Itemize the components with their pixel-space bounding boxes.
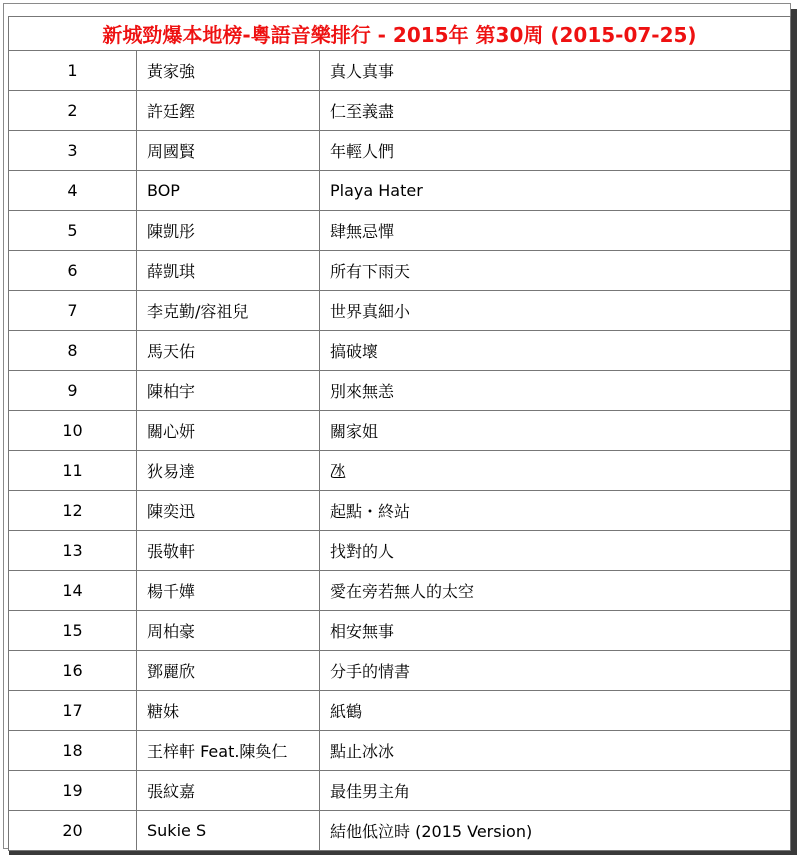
table-row bbox=[9, 811, 791, 851]
rank-cell: 14 bbox=[9, 571, 137, 611]
table-row bbox=[9, 691, 791, 731]
rank-cell: 12 bbox=[9, 491, 137, 531]
artist-cell: 馬天佑 bbox=[137, 331, 320, 371]
artist-cell: 陳奕迅 bbox=[137, 491, 320, 531]
song-cell: 搞破壞 bbox=[320, 331, 791, 371]
table-row bbox=[9, 131, 791, 171]
artist-cell: Sukie S bbox=[137, 811, 320, 851]
rank-cell: 1 bbox=[9, 51, 137, 91]
song-cell: 起點・終站 bbox=[320, 491, 791, 531]
artist-cell: 張敬軒 bbox=[137, 531, 320, 571]
rank-cell: 17 bbox=[9, 691, 137, 731]
rank-cell: 15 bbox=[9, 611, 137, 651]
table-row bbox=[9, 91, 791, 131]
rank-cell: 3 bbox=[9, 131, 137, 171]
song-cell: 結他低泣時 (2015 Version) bbox=[320, 811, 791, 851]
rank-cell: 18 bbox=[9, 731, 137, 771]
song-cell: 真人真事 bbox=[320, 51, 791, 91]
rank-cell: 13 bbox=[9, 531, 137, 571]
table-row bbox=[9, 171, 791, 211]
table-row bbox=[9, 571, 791, 611]
artist-cell: 狄易達 bbox=[137, 451, 320, 491]
song-cell: Playa Hater bbox=[320, 171, 791, 211]
artist-cell: 王梓軒 Feat.陳奐仁 bbox=[137, 731, 320, 771]
artist-cell: BOP bbox=[137, 171, 320, 211]
chart-rows bbox=[9, 51, 791, 851]
table-row bbox=[9, 451, 791, 491]
song-cell: 相安無事 bbox=[320, 611, 791, 651]
artist-cell: 薛凱琪 bbox=[137, 251, 320, 291]
song-cell: 找對的人 bbox=[320, 531, 791, 571]
rank-cell: 8 bbox=[9, 331, 137, 371]
rank-cell: 2 bbox=[9, 91, 137, 131]
table-row bbox=[9, 211, 791, 251]
chart-table bbox=[8, 16, 791, 851]
table-row bbox=[9, 51, 791, 91]
rank-cell: 11 bbox=[9, 451, 137, 491]
song-cell: 肆無忌憚 bbox=[320, 211, 791, 251]
rank-cell: 20 bbox=[9, 811, 137, 851]
table-row bbox=[9, 411, 791, 451]
artist-cell: 糖妹 bbox=[137, 691, 320, 731]
chart-title: 新城勁爆本地榜-粵語音樂排行 - 2015年 第30周 (2015-07-25) bbox=[9, 17, 791, 51]
table-row bbox=[9, 331, 791, 371]
artist-cell: 許廷鏗 bbox=[137, 91, 320, 131]
song-cell: 別來無恙 bbox=[320, 371, 791, 411]
rank-cell: 4 bbox=[9, 171, 137, 211]
artist-cell: 周國賢 bbox=[137, 131, 320, 171]
artist-cell: 楊千嬅 bbox=[137, 571, 320, 611]
song-cell: 年輕人們 bbox=[320, 131, 791, 171]
table-row bbox=[9, 651, 791, 691]
table-row bbox=[9, 771, 791, 811]
song-cell: 紙鶴 bbox=[320, 691, 791, 731]
song-cell: 分手的情書 bbox=[320, 651, 791, 691]
artist-cell: 陳凱彤 bbox=[137, 211, 320, 251]
table-row bbox=[9, 371, 791, 411]
song-cell: 愛在旁若無人的太空 bbox=[320, 571, 791, 611]
artist-cell: 周柏豪 bbox=[137, 611, 320, 651]
song-cell: 氹 bbox=[320, 451, 791, 491]
song-cell: 最佳男主角 bbox=[320, 771, 791, 811]
song-cell: 世界真細小 bbox=[320, 291, 791, 331]
rank-cell: 7 bbox=[9, 291, 137, 331]
table-row bbox=[9, 611, 791, 651]
table-row bbox=[9, 531, 791, 571]
song-cell: 所有下雨天 bbox=[320, 251, 791, 291]
song-cell: 仁至義盡 bbox=[320, 91, 791, 131]
rank-cell: 16 bbox=[9, 651, 137, 691]
table-row bbox=[9, 731, 791, 771]
table-row bbox=[9, 251, 791, 291]
rank-cell: 10 bbox=[9, 411, 137, 451]
song-cell: 關家姐 bbox=[320, 411, 791, 451]
table-row bbox=[9, 491, 791, 531]
rank-cell: 5 bbox=[9, 211, 137, 251]
artist-cell: 陳柏宇 bbox=[137, 371, 320, 411]
artist-cell: 鄧麗欣 bbox=[137, 651, 320, 691]
rank-cell: 19 bbox=[9, 771, 137, 811]
artist-cell: 張紋嘉 bbox=[137, 771, 320, 811]
artist-cell: 關心妍 bbox=[137, 411, 320, 451]
rank-cell: 6 bbox=[9, 251, 137, 291]
table-row bbox=[9, 291, 791, 331]
song-cell: 點止冰冰 bbox=[320, 731, 791, 771]
rank-cell: 9 bbox=[9, 371, 137, 411]
artist-cell: 李克勤/容祖兒 bbox=[137, 291, 320, 331]
artist-cell: 黃家強 bbox=[137, 51, 320, 91]
